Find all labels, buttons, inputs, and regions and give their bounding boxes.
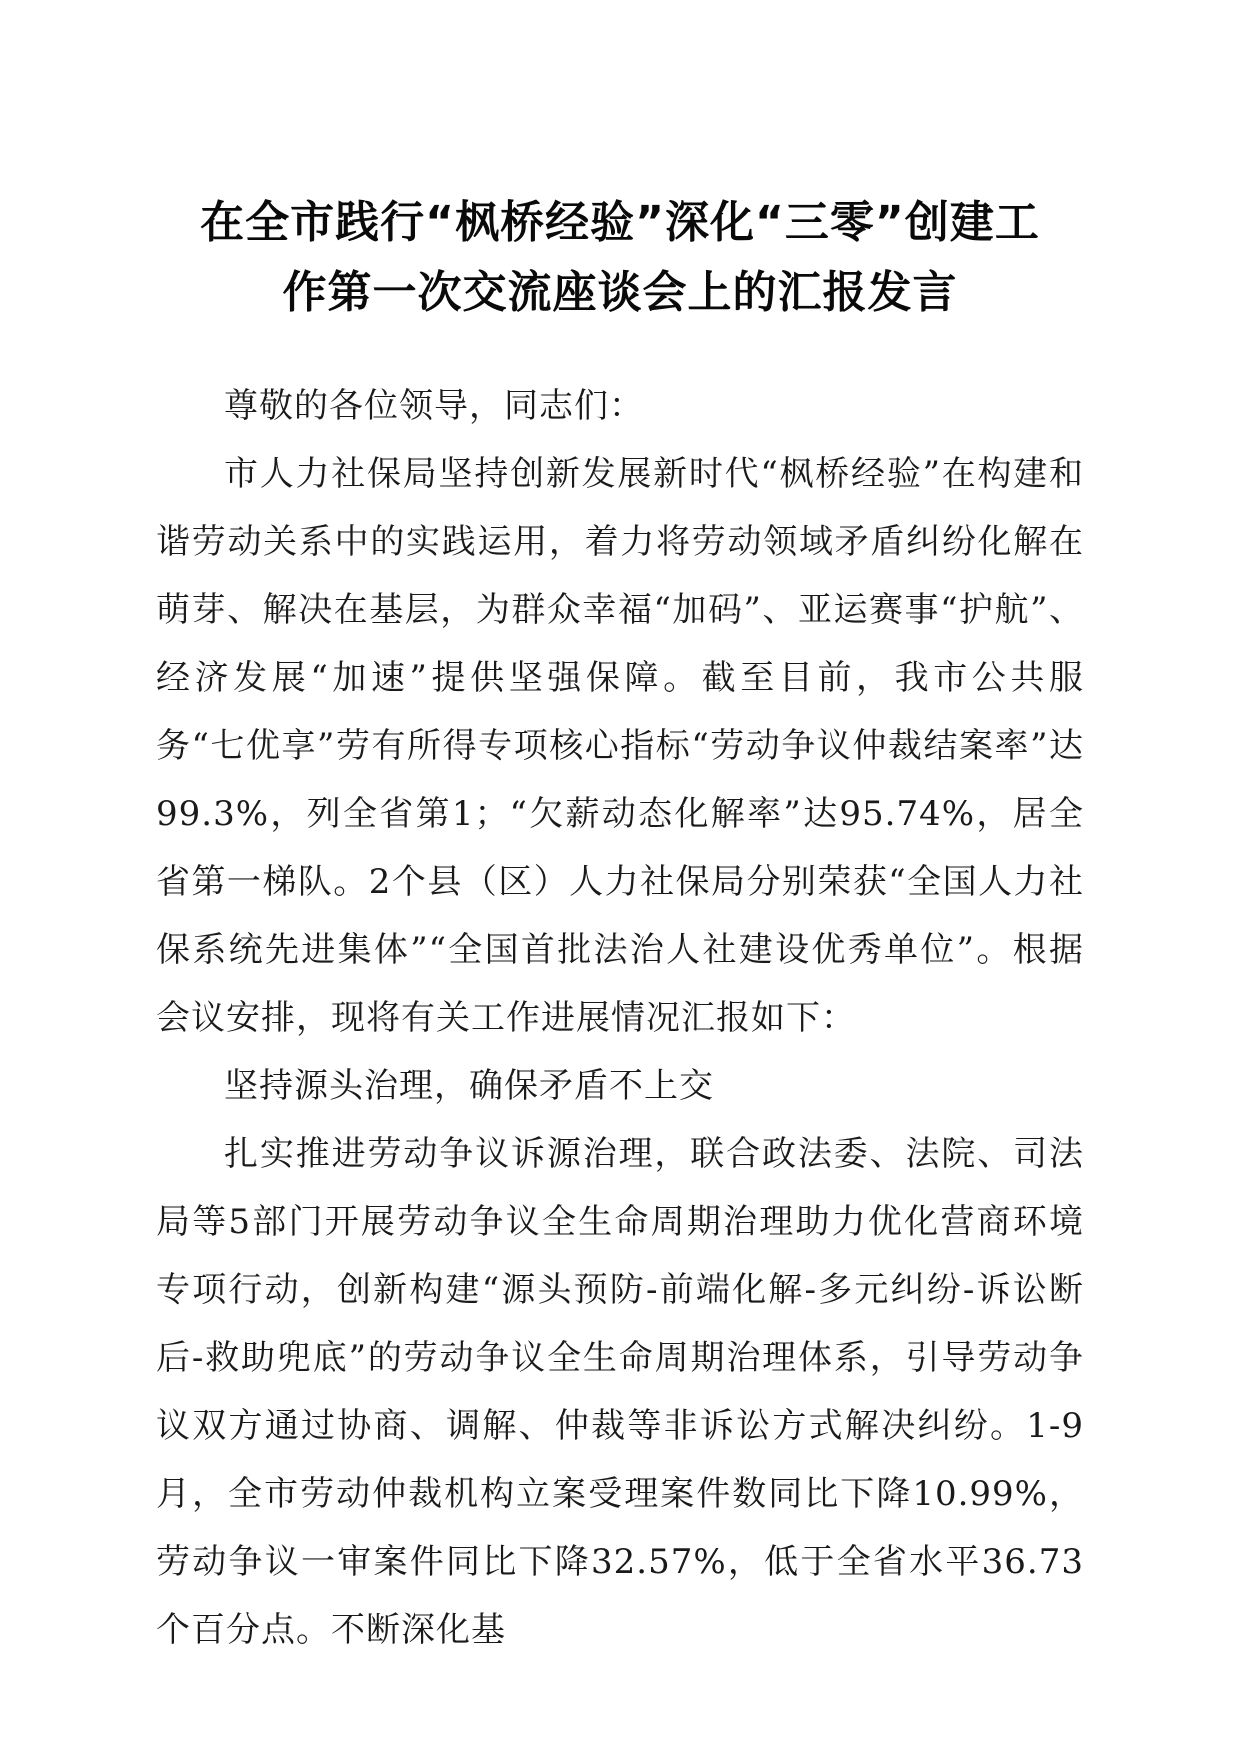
intro-paragraph: 市人力社保局坚持创新发展新时代“枫桥经验”在构建和谐劳动关系中的实践运用，着力将劳动领域矛盾纠纷化解在萌芽、解决在基层，为群众幸福“加码”、亚运赛事“护航”、经济发展“加速”提供坚强保障。截至目前，我市公共服务“七优享”劳有所得专项核心指标“劳动争议仲裁结案率”达99.3%，列全省第1；“欠薪动态化解率”达95.74%，居全省第一梯队。2个县（区）人力社保局分别荣获“全国人力社保系统先进集体”“全国首批法治人社建设优秀单位”。根据会议安排，现将有关工作进展情况汇报如下： (156, 454, 1084, 1038)
document-title-line-1: 在全市践行“枫桥经验”深化“三零”创建工 (200, 197, 1040, 248)
document-title-line-2: 作第一次交流座谈会上的汇报发言 (282, 267, 958, 318)
document-body (156, 372, 1084, 1664)
document-title (150, 188, 1090, 328)
greeting: 尊敬的各位领导，同志们： (224, 386, 644, 426)
section-paragraph: 扎实推进劳动争议诉源治理，联合政法委、法院、司法局等5部门开展劳动争议全生命周期治理助力优化营商环境专项行动，创新构建“源头预防-前端化解-多元纠纷-诉讼断后-救助兜底”的劳动争议全生命周期治理体系，引导劳动争议双方通过协商、调解、仲裁等非诉讼方式解决纠纷。1-9月，全市劳动仲裁机构立案受理案件数同比下降10.99%，劳动争议一审案件同比下降32.57%，低于全省水平36.73个百分点。不断深化基 (156, 1134, 1084, 1650)
section-heading: 坚持源头治理，确保矛盾不上交 (224, 1066, 714, 1106)
